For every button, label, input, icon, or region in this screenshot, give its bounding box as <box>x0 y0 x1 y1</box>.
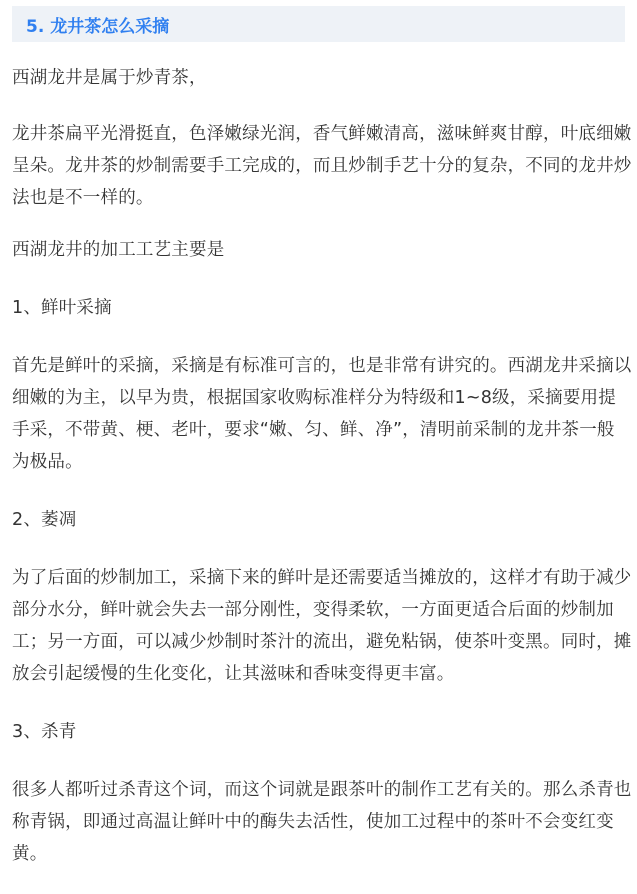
paragraph-intro: 西湖龙井是属于炒青茶， <box>12 68 207 88</box>
article-body <box>12 62 632 870</box>
step1-text: 首先是鲜叶的采摘，采摘是有标准可言的，也是非常有讲究的。西湖龙井采摘以细嫩的为主，以早为贵，根据国家收购标准样分为特级和1~8级，采摘要用提手采，不带黄、梗、老叶，要求“嫩、匀、鲜、净”，清明前采制的龙井茶一般为极品。 <box>12 356 632 472</box>
step3-text: 很多人都听过杀青这个词，而这个词就是跟茶叶的制作工艺有关的。那么杀青也称青锅，即通过高温让鲜叶中的酶失去活性，使加工过程中的茶叶不会变红变黄。 <box>12 780 632 864</box>
step3-title: 3、杀青 <box>12 722 77 742</box>
paragraph-description: 龙井茶扁平光滑挺直，色泽嫩绿光润，香气鲜嫩清高，滋味鲜爽甘醇，叶底细嫩呈朵。龙井茶的炒制需要手工完成的，而且炒制手艺十分的复杂，不同的龙井炒法也是不一样的。 <box>12 124 632 208</box>
step2-title: 2、萎凋 <box>12 510 77 530</box>
paragraph-process-intro: 西湖龙井的加工工艺主要是 <box>12 240 225 260</box>
step1-title: 1、鲜叶采摘 <box>12 298 112 318</box>
section-heading: 5. 龙井茶怎么采摘 <box>12 6 625 42</box>
step2-text: 为了后面的炒制加工，采摘下来的鲜叶是还需要适当摊放的，这样才有助于减少部分水分，鲜叶就会失去一部分刚性，变得柔软，一方面更适合后面的炒制加工；另一方面，可以减少炒制时茶汁的流出，避免粘锅，使茶叶变黑。同时，摊放会引起缓慢的生化变化，让其滋味和香味变得更丰富。 <box>12 568 632 684</box>
